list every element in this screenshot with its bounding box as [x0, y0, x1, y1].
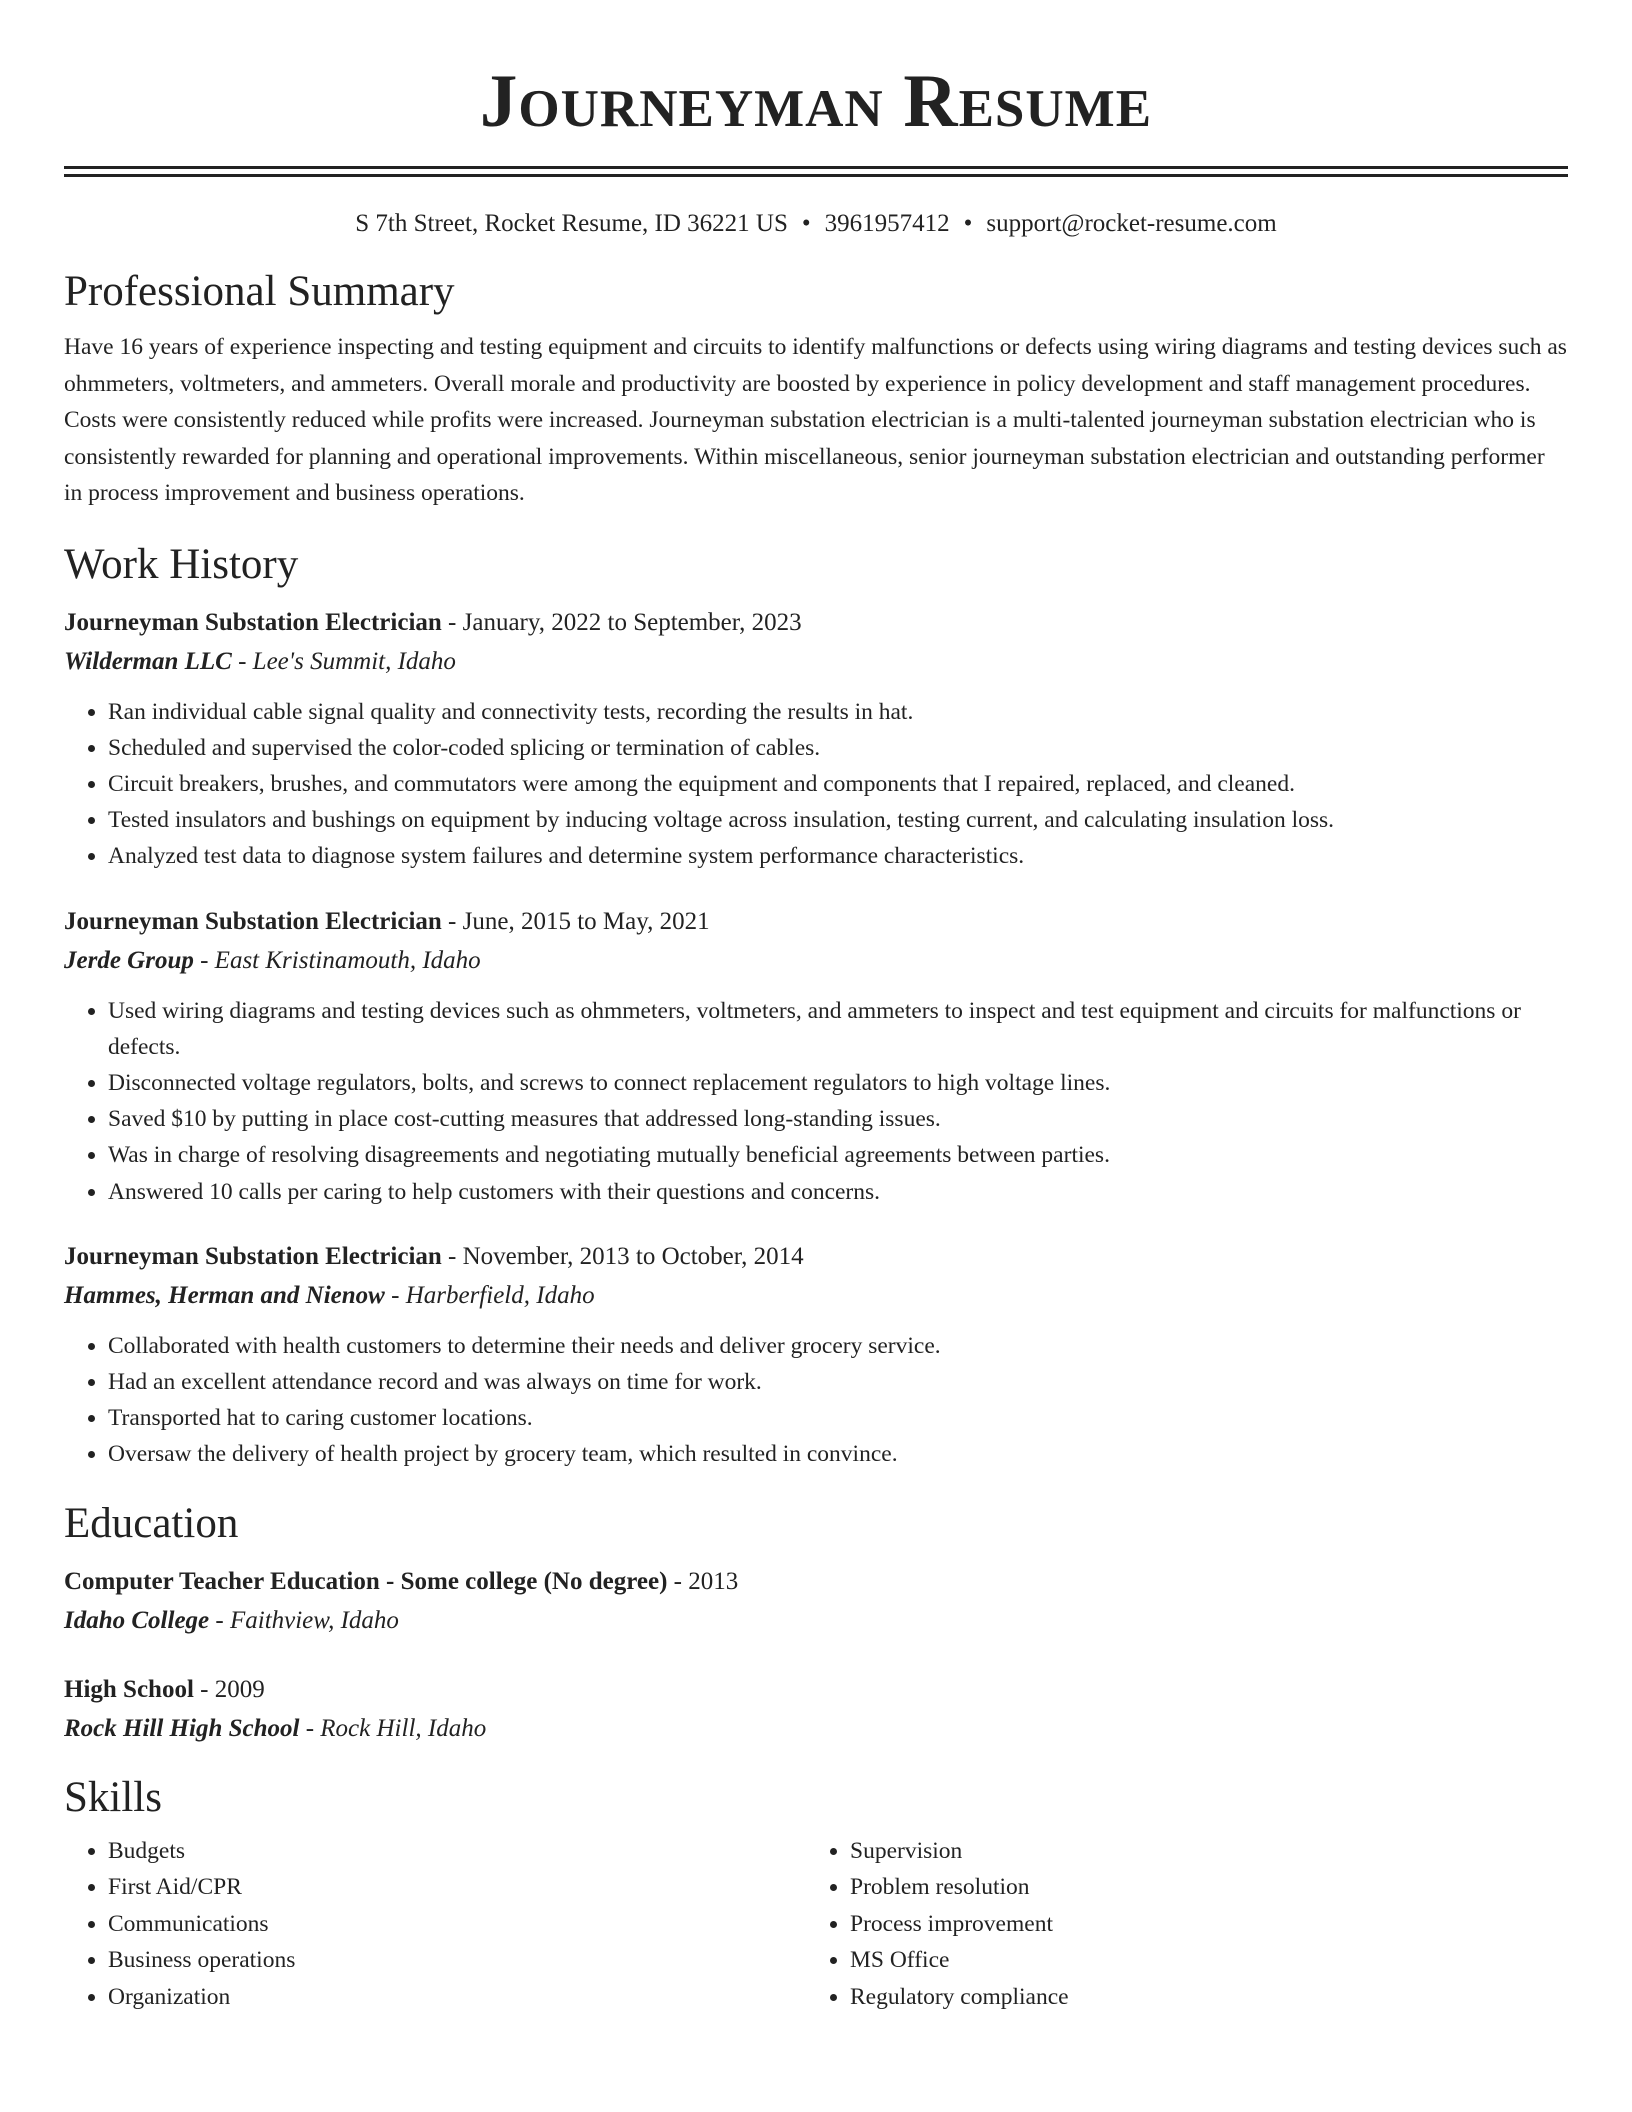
education-school: Rock Hill High School — [64, 1714, 300, 1742]
job-company-line — [64, 642, 1568, 682]
contact-separator: • — [801, 210, 811, 237]
job-title-line — [64, 604, 1568, 642]
job-company: Wilderman LLC — [64, 647, 232, 675]
job-company-line — [64, 1276, 1568, 1316]
list-item: • Problem resolution — [850, 1869, 1548, 1906]
job-title: Journeyman Substation Electrician — [64, 608, 442, 636]
skills-list-right — [806, 1833, 1548, 2016]
contact-line — [64, 207, 1568, 241]
title-double-rule — [64, 166, 1568, 177]
education-school: Idaho College — [64, 1606, 210, 1634]
skills-list-left — [64, 1833, 806, 2016]
list-item: • Ran individual cable signal quality and connectivity tests, recording the results in hat. — [108, 694, 1568, 730]
list-item: • Disconnected voltage regulators, bolts, and screws to connect replacement regulators to high voltage lines. — [108, 1065, 1568, 1101]
skills-heading: Skills — [64, 1773, 162, 1821]
education-year: - 2009 — [193, 1675, 265, 1703]
work-history-heading: Work History — [64, 540, 299, 588]
list-item: • Process improvement — [850, 1906, 1548, 1943]
education-section — [64, 1497, 1568, 1749]
list-item: • Regulatory compliance — [850, 1979, 1548, 2016]
list-item: • Used wiring diagrams and testing devices such as ohmmeters, voltmeters, and ammeters to inspect and test equipment and circuits for malfunctions or defects. — [108, 993, 1568, 1065]
education-location: - Faithview, Idaho — [209, 1606, 399, 1634]
work-history-section — [64, 538, 1568, 1473]
list-item: • Budgets — [108, 1833, 806, 1870]
list-item: • Transported hat to caring customer locations. — [108, 1400, 1568, 1436]
list-item: • Business operations — [108, 1942, 806, 1979]
job-entry — [64, 604, 1568, 875]
education-school-line — [64, 1709, 1568, 1749]
list-item: • Answered 10 calls per caring to help customers with their questions and concerns. — [108, 1174, 1568, 1210]
job-title-line — [64, 1238, 1568, 1276]
job-company: Jerde Group — [64, 946, 194, 974]
education-school-line — [64, 1601, 1568, 1641]
contact-address: S 7th Street, Rocket Resume, ID 36221 US — [355, 210, 788, 237]
list-item: • Tested insulators and bushings on equipment by inducing voltage across insulation, testing current, and calculating insulation loss. — [108, 802, 1568, 838]
job-company-line — [64, 941, 1568, 981]
job-entry — [64, 1238, 1568, 1473]
education-location: - Rock Hill, Idaho — [299, 1714, 487, 1742]
job-dates: - June, 2015 to May, 2021 — [441, 907, 710, 935]
list-item: • MS Office — [850, 1942, 1548, 1979]
list-item: • Analyzed test data to diagnose system failures and determine system performance characteristics. — [108, 838, 1568, 874]
education-entry — [64, 1563, 1568, 1641]
job-title: Journeyman Substation Electrician — [64, 1242, 442, 1270]
list-item: • Scheduled and supervised the color-coded splicing or termination of cables. — [108, 730, 1568, 766]
job-bullets — [64, 694, 1568, 875]
contact-separator: • — [963, 210, 973, 237]
list-item: • Supervision — [850, 1833, 1548, 1870]
education-degree-line — [64, 1671, 1568, 1709]
list-item: • Organization — [108, 1979, 806, 2016]
summary-heading: Professional Summary — [64, 268, 455, 315]
resume-title: Journeyman Resume — [479, 60, 1153, 143]
list-item: • Collaborated with health customers to determine their needs and deliver grocery service. — [108, 1328, 1568, 1364]
contact-phone: 3961957412 — [824, 210, 950, 237]
education-degree: High School — [64, 1675, 194, 1703]
job-location: - Lee's Summit, Idaho — [231, 647, 456, 675]
list-item: • Circuit breakers, brushes, and commutators were among the equipment and components that I repaired, replaced, and cleaned. — [108, 766, 1568, 802]
list-item: • Oversaw the delivery of health project by grocery team, which resulted in convince. — [108, 1436, 1568, 1472]
skills-columns — [64, 1833, 1568, 2016]
job-location: - Harberfield, Idaho — [384, 1281, 595, 1309]
summary-section — [64, 265, 1568, 512]
skills-section — [64, 1771, 1568, 2016]
summary-text: Have 16 years of experience inspecting and testing equipment and circuits to identify malfunctions or defects using wiring diagrams and testing devices such as ohmmeters, voltmeters, and ammeters. Overall morale and productivity are boosted by experience in policy development and staff management procedures. Costs were consistently reduced while profits were increased. Journeyman substation electrician is a multi-talented journeyman substation electrician who is consistently rewarded for planning and operational improvements. Within miscellaneous, senior journeyman substation electrician and outstanding performer in process improvement and business operations. — [64, 334, 1567, 506]
job-title: Journeyman Substation Electrician — [64, 907, 442, 935]
education-year: - 2013 — [667, 1567, 739, 1595]
list-item: • Communications — [108, 1906, 806, 1943]
job-bullets — [64, 1328, 1568, 1473]
list-item: • First Aid/CPR — [108, 1869, 806, 1906]
job-bullets — [64, 993, 1568, 1210]
job-dates: - November, 2013 to October, 2014 — [441, 1242, 804, 1270]
education-degree: Computer Teacher Education - Some college (No degree) — [64, 1567, 668, 1595]
job-entry — [64, 903, 1568, 1210]
education-heading: Education — [64, 1499, 239, 1547]
job-company: Hammes, Herman and Nienow — [64, 1281, 385, 1309]
job-dates: - January, 2022 to September, 2023 — [441, 608, 802, 636]
education-degree-line — [64, 1563, 1568, 1601]
list-item: • Saved $10 by putting in place cost-cutting measures that addressed long-standing issues. — [108, 1101, 1568, 1137]
list-item: • Had an excellent attendance record and was always on time for work. — [108, 1364, 1568, 1400]
job-location: - East Kristinamouth, Idaho — [193, 946, 481, 974]
job-title-line — [64, 903, 1568, 941]
list-item: • Was in charge of resolving disagreements and negotiating mutually beneficial agreements between parties. — [108, 1137, 1568, 1173]
contact-email: support@rocket-resume.com — [986, 210, 1277, 237]
education-entry — [64, 1671, 1568, 1749]
